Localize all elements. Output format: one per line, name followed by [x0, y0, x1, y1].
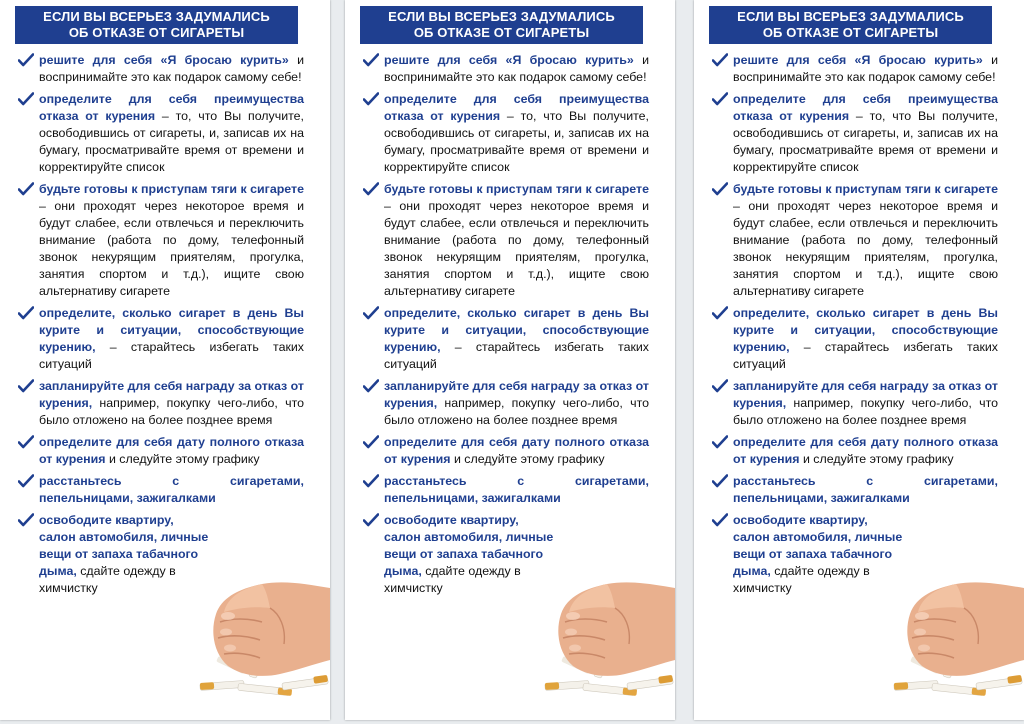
leaflet-panel — [694, 0, 1024, 720]
tip-plain: сдайте одежду в химчистку — [39, 564, 176, 595]
checkmark-icon — [363, 435, 379, 449]
checkmark-icon — [363, 92, 379, 106]
tip-text — [39, 181, 304, 300]
fist-crushing-cigarettes-illustration — [892, 574, 1024, 702]
tip-text — [384, 181, 649, 300]
checkmark-icon — [712, 53, 728, 67]
tip-item — [712, 181, 998, 300]
checkmark-icon — [712, 306, 728, 320]
tip-plain: и воспринимайте это как подарок самому себе! — [39, 53, 304, 84]
checkmark-icon — [18, 53, 34, 67]
tip-text — [384, 378, 649, 429]
tip-plain: и воспринимайте это как подарок самому себе! — [733, 53, 998, 84]
checkmark-icon — [712, 182, 728, 196]
tip-text — [384, 512, 554, 597]
tip-item — [363, 434, 649, 468]
tip-plain: и воспринимайте это как подарок самому себе! — [384, 53, 649, 84]
tip-text — [384, 305, 649, 373]
tip-bold: определите для себя преимущества отказа от курения — [384, 92, 649, 123]
tip-item — [18, 473, 304, 507]
tip-item — [712, 434, 998, 468]
tip-text — [39, 305, 304, 373]
tip-item — [712, 473, 998, 507]
checkmark-icon — [363, 379, 379, 393]
tip-plain: – то, что Вы получите, освободившись от сигареты, и, записав их на бумагу, просматривайте время от времени и корректируйте список — [733, 109, 998, 174]
tip-plain: например, покупку чего-либо, что было отложено на более позднее время — [384, 396, 649, 427]
tip-bold: определите для себя преимущества отказа от курения — [39, 92, 304, 123]
tip-text — [384, 52, 649, 86]
tip-text — [39, 52, 304, 86]
checkmark-icon — [363, 182, 379, 196]
checkmark-icon — [363, 306, 379, 320]
tip-item — [18, 305, 304, 373]
tip-bold: расстаньтесь с сигаретами, пепельницами, зажигалками — [384, 474, 649, 505]
tip-bold: расстаньтесь с сигаретами, пепельницами, зажигалками — [39, 474, 304, 505]
tip-item — [18, 378, 304, 429]
tip-bold: определите для себя преимущества отказа от курения — [733, 92, 998, 123]
checkmark-icon — [18, 92, 34, 106]
tip-plain: и следуйте этому графику — [105, 452, 260, 466]
tip-bold: освободите квартиру, салон автомобиля, личные вещи от запаха табачного дыма, — [733, 513, 903, 578]
tip-text — [39, 512, 209, 597]
tip-bold: определите для себя дату полного отказа от курения — [733, 435, 998, 466]
tip-bold: будьте готовы к приступам тяги к сигарете — [733, 182, 998, 196]
tip-bold: будьте готовы к приступам тяги к сигарете — [39, 182, 304, 196]
tip-text — [384, 434, 649, 468]
tip-text — [39, 434, 304, 468]
tip-text — [39, 378, 304, 429]
checkmark-icon — [18, 379, 34, 393]
header-line-1: ЕСЛИ ВЫ ВСЕРЬЕЗ ЗАДУМАЛИСЬ — [43, 9, 270, 24]
header-banner — [709, 6, 992, 44]
checkmark-icon — [712, 474, 728, 488]
tip-item — [363, 305, 649, 373]
checkmark-icon — [18, 306, 34, 320]
tip-bold: решите для себя «Я бросаю курить» — [39, 53, 289, 67]
tip-text — [384, 91, 649, 176]
header-line-2: ОБ ОТКАЗЕ ОТ СИГАРЕТЫ — [68, 25, 245, 40]
tip-item — [18, 91, 304, 176]
tip-text — [733, 512, 903, 597]
tip-bold: решите для себя «Я бросаю курить» — [384, 53, 634, 67]
tip-plain: – то, что Вы получите, освободившись от сигареты, и, записав их на бумагу, просматривайте время от времени и корректируйте список — [39, 109, 304, 174]
tip-bold: определите, сколько сигарет в день Вы курите и ситуации, способствующие курению, — [733, 306, 998, 354]
tip-bold: определите, сколько сигарет в день Вы курите и ситуации, способствующие курению, — [384, 306, 649, 354]
leaflet-panel — [345, 0, 675, 720]
header-line-2: ОБ ОТКАЗЕ ОТ СИГАРЕТЫ — [762, 25, 939, 40]
fist — [213, 582, 330, 676]
tip-bold: запланируйте для себя награду за отказ от курения, — [384, 379, 649, 410]
checkmark-icon — [712, 435, 728, 449]
checkmark-icon — [712, 92, 728, 106]
header-line-1: ЕСЛИ ВЫ ВСЕРЬЕЗ ЗАДУМАЛИСЬ — [388, 9, 615, 24]
header-line-2: ОБ ОТКАЗЕ ОТ СИГАРЕТЫ — [413, 25, 590, 40]
tip-bold: освободите квартиру, салон автомобиля, личные вещи от запаха табачного дыма, — [384, 513, 554, 578]
checkmark-icon — [712, 513, 728, 527]
checkmark-icon — [363, 53, 379, 67]
tip-bold: определите для себя дату полного отказа от курения — [39, 435, 304, 466]
fist — [907, 582, 1024, 676]
tip-text — [384, 473, 649, 507]
checkmark-icon — [18, 182, 34, 196]
tip-item — [712, 378, 998, 429]
tip-bold: освободите квартиру, салон автомобиля, личные вещи от запаха табачного дыма, — [39, 513, 209, 578]
tip-text — [733, 181, 998, 300]
fist — [558, 582, 675, 676]
tip-item — [712, 52, 998, 86]
tip-text — [733, 91, 998, 176]
header-banner — [15, 6, 298, 44]
checkmark-icon — [363, 513, 379, 527]
tip-item — [363, 378, 649, 429]
tip-text — [733, 305, 998, 373]
tip-bold: решите для себя «Я бросаю курить» — [733, 53, 983, 67]
tip-bold: запланируйте для себя награду за отказ от курения, — [39, 379, 304, 410]
tip-text — [39, 91, 304, 176]
tip-plain: – старайтесь избегать таких ситуаций — [384, 340, 649, 371]
tip-item — [363, 473, 649, 507]
tip-text — [39, 473, 304, 507]
tips-list — [363, 52, 649, 602]
tip-bold: расстаньтесь с сигаретами, пепельницами, зажигалками — [733, 474, 998, 505]
tip-item — [712, 305, 998, 373]
tip-plain: – старайтесь избегать таких ситуаций — [733, 340, 998, 371]
tip-item — [18, 434, 304, 468]
tip-plain: сдайте одежду в химчистку — [733, 564, 870, 595]
tip-plain: и следуйте этому графику — [799, 452, 954, 466]
tip-text — [733, 378, 998, 429]
checkmark-icon — [18, 513, 34, 527]
checkmark-icon — [363, 474, 379, 488]
tip-plain: и следуйте этому графику — [450, 452, 605, 466]
tip-plain: – они проходят через некоторое время и будут слабее, если отвлечься и переключить внимание (работа по дому, телефонный звонок некурящим приятелям, прогулка, занятия спортом и т.д.), ищите свою альтернативу сигарете — [39, 199, 304, 298]
header-line-1: ЕСЛИ ВЫ ВСЕРЬЕЗ ЗАДУМАЛИСЬ — [737, 9, 964, 24]
tip-text — [733, 473, 998, 507]
tip-plain: – то, что Вы получите, освободившись от сигареты, и, записав их на бумагу, просматривайте время от времени и корректируйте список — [384, 109, 649, 174]
tip-item — [363, 52, 649, 86]
fist-crushing-cigarettes-illustration — [543, 574, 675, 702]
checkmark-icon — [18, 474, 34, 488]
tip-plain: – они проходят через некоторое время и будут слабее, если отвлечься и переключить внимание (работа по дому, телефонный звонок некурящим приятелям, прогулка, занятия спортом и т.д.), ищите свою альтернативу сигарете — [384, 199, 649, 298]
tip-item — [18, 181, 304, 300]
tip-plain: – старайтесь избегать таких ситуаций — [39, 340, 304, 371]
tip-plain: например, покупку чего-либо, что было отложено на более позднее время — [733, 396, 998, 427]
tip-bold: определите, сколько сигарет в день Вы курите и ситуации, способствующие курению, — [39, 306, 304, 354]
fist-crushing-cigarettes-illustration — [198, 574, 330, 702]
tip-bold: определите для себя дату полного отказа от курения — [384, 435, 649, 466]
checkmark-icon — [712, 379, 728, 393]
tip-item — [363, 181, 649, 300]
tip-item — [363, 91, 649, 176]
tip-plain: сдайте одежду в химчистку — [384, 564, 521, 595]
header-banner — [360, 6, 643, 44]
tip-text — [733, 52, 998, 86]
tip-bold: будьте готовы к приступам тяги к сигарете — [384, 182, 649, 196]
leaflet-panel — [0, 0, 330, 720]
tip-plain: – они проходят через некоторое время и будут слабее, если отвлечься и переключить внимание (работа по дому, телефонный звонок некурящим приятелям, прогулка, занятия спортом и т.д.), ищите свою альтернативу сигарете — [733, 199, 998, 298]
tips-list — [712, 52, 998, 602]
tips-list — [18, 52, 304, 602]
tip-item — [18, 52, 304, 86]
tip-plain: например, покупку чего-либо, что было отложено на более позднее время — [39, 396, 304, 427]
tip-text — [733, 434, 998, 468]
checkmark-icon — [18, 435, 34, 449]
tip-bold: запланируйте для себя награду за отказ от курения, — [733, 379, 998, 410]
tip-item — [712, 91, 998, 176]
